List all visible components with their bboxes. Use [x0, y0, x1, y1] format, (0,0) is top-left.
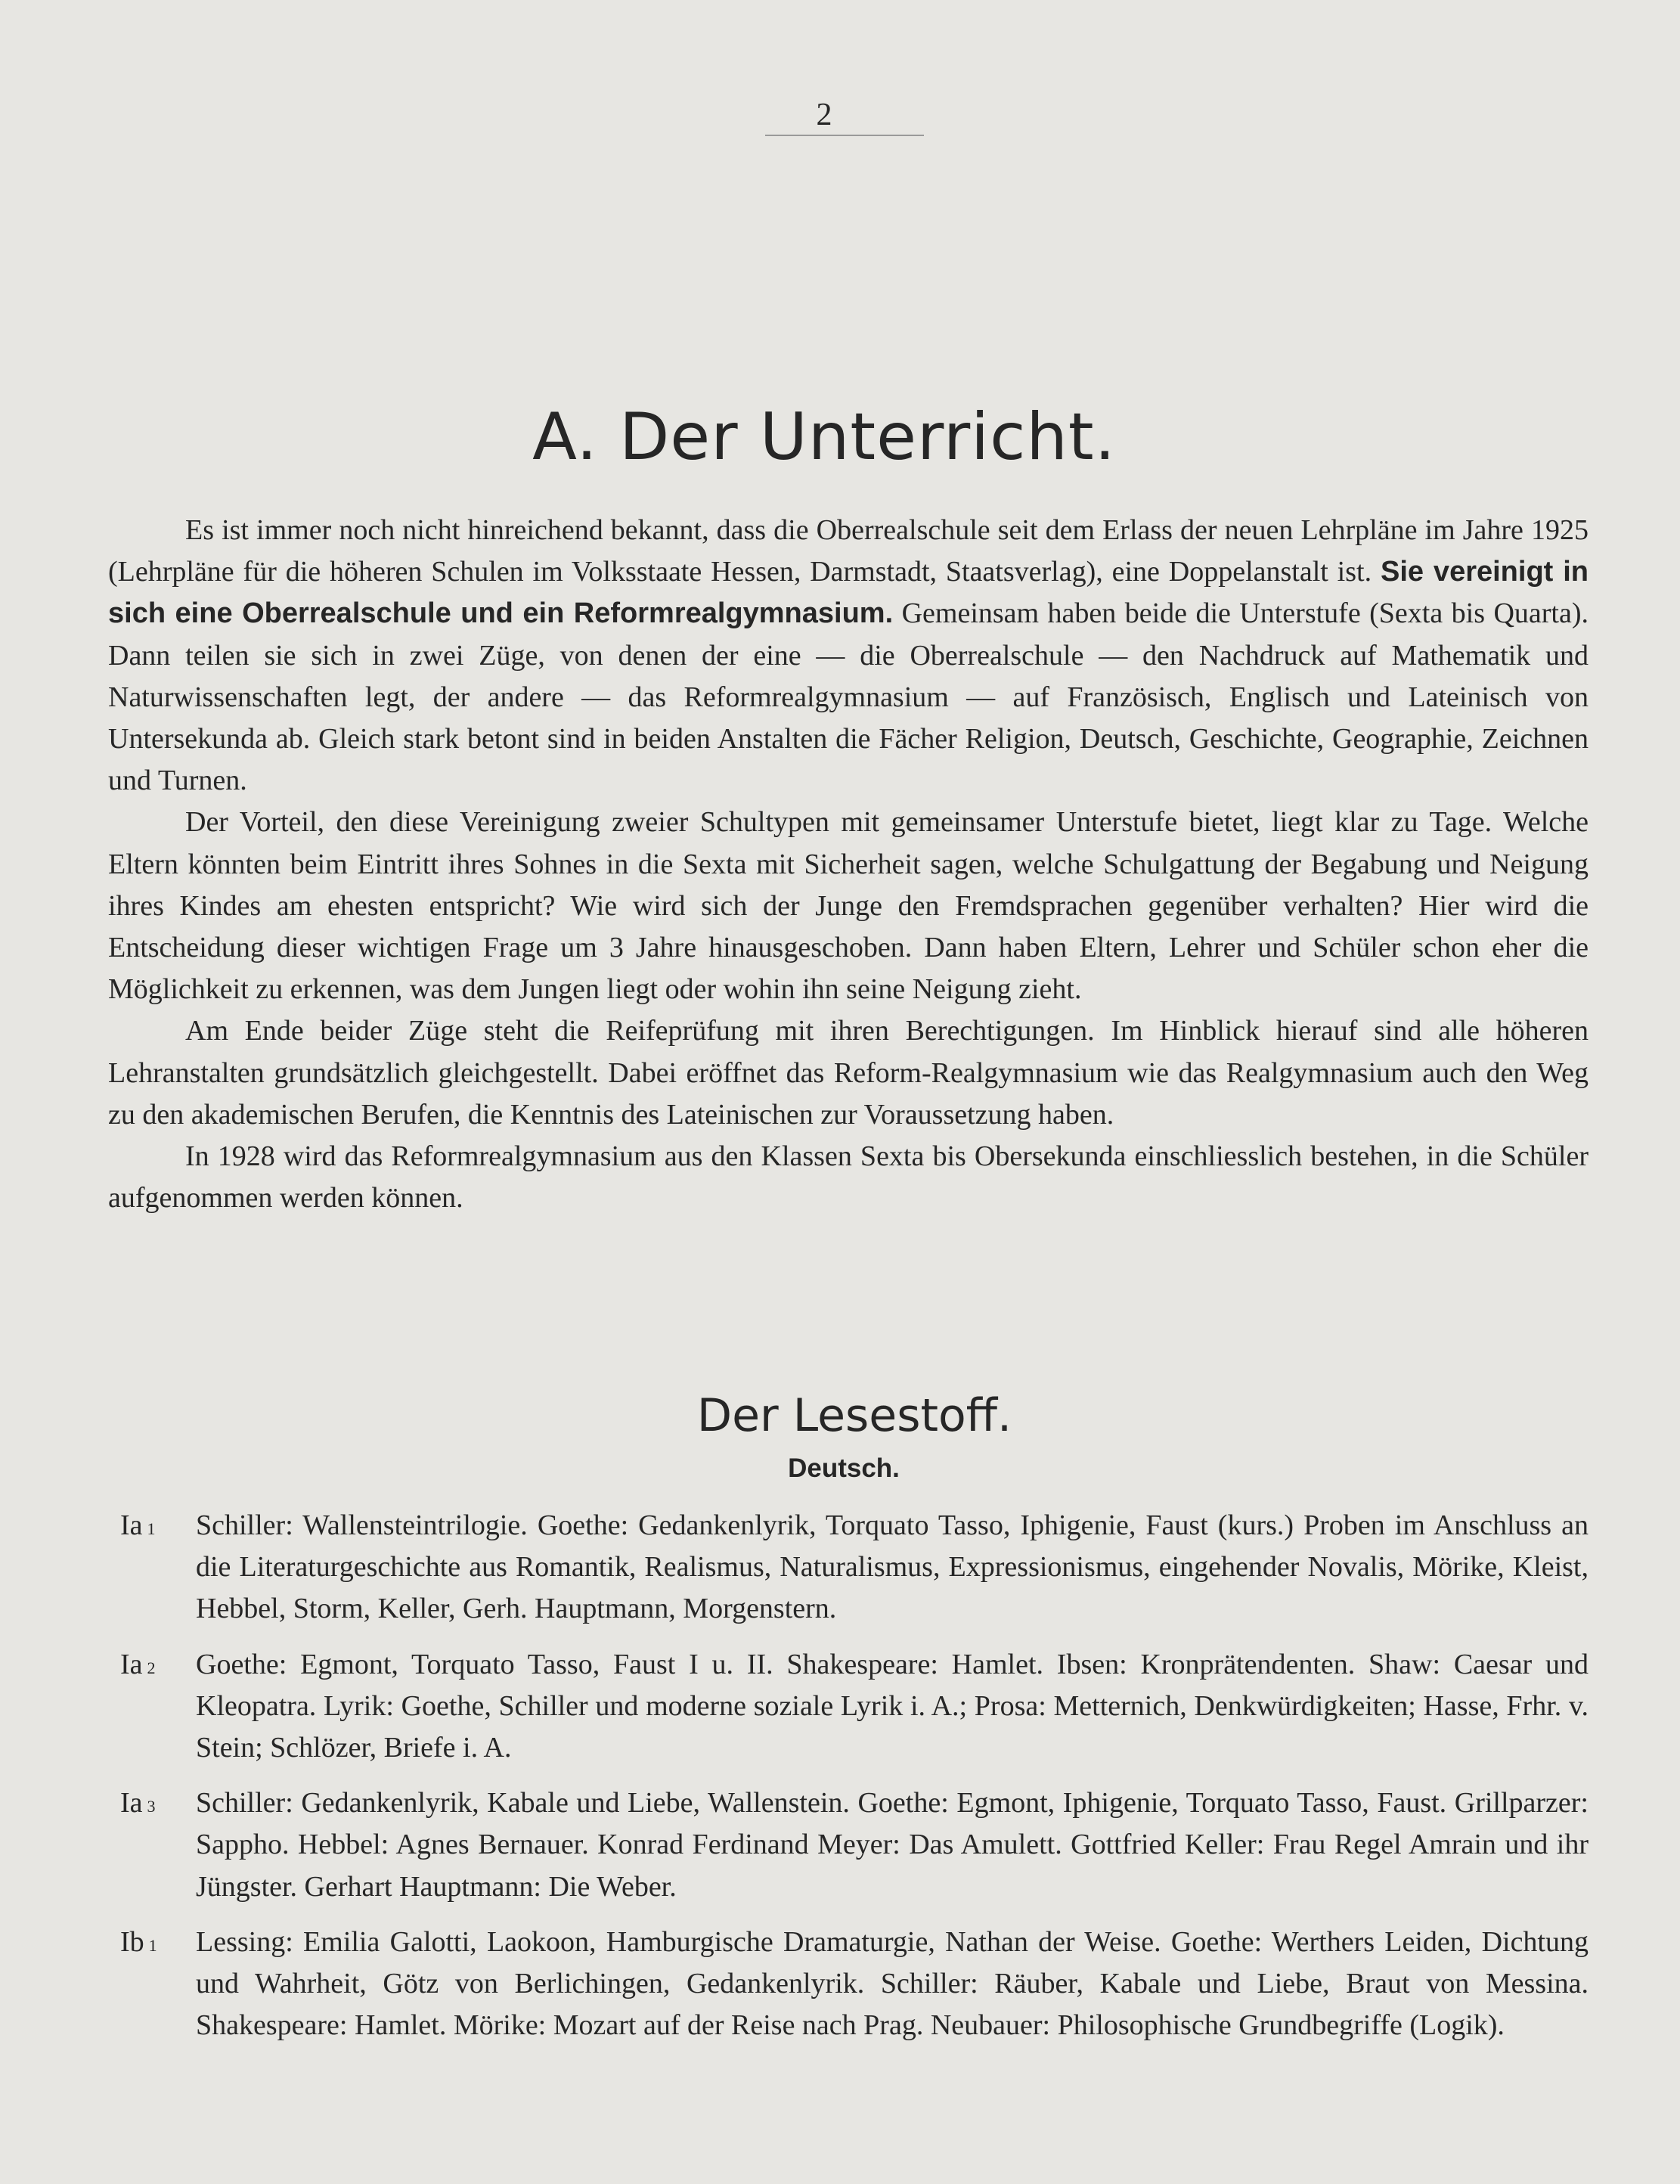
class-label-main: Ib: [120, 1925, 144, 1958]
intro-paragraph-2: Der Vorteil, den diese Vereinigung zweier Schultypen mit gemeinsamer Unterstufe bietet, liegt klar zu Tage. Welche Eltern könnten beim Eintritt ihres Sohnes in die Sexta mit Sicherheit sagen, welche Schulgattung der Begabung und Neigung ihres Kindes am ehesten entspricht? Wie wird sich der Junge den Fremdsprachen gegenüber verhalten? Hier wird die Entscheidung dieser wichtigen Frage um 3 Jahre hinausgeschoben. Dann haben Eltern, Lehrer und Schüler schon eher die Möglichkeit zu erkennen, was dem Jungen liegt oder wohin ihn seine Neigung zieht.: [108, 806, 1589, 1006]
page-number-rule: [765, 135, 924, 136]
subject-title-deutsch: Deutsch.: [788, 1453, 900, 1483]
intro-p1-text-a: Es ist immer noch nicht hinreichend bekannt, dass die Oberrealschule seit dem Erlass der neuen Lehrpläne im Jahre 1925 (Lehrpläne für die höheren Schulen im Volksstaate Hessen, Darmstadt, Staatsverlag), eine Doppelanstalt ist.: [108, 514, 1589, 588]
reading-entry: [108, 1922, 1589, 2047]
class-label: [108, 1922, 196, 1966]
class-label-sub: 3: [147, 1797, 156, 1816]
reading-entry-text: Lessing: Emilia Galotti, Laokoon, Hamburgische Dramaturgie, Nathan der Weise. Goethe: Werthers Leiden, Dichtung und Wahrheit, Götz von Berlichingen, Gedankenlyrik. Schiller: Räuber, Kabale und Liebe, Braut von Messina. Shakespeare: Hamlet. Mörike: Mozart auf der Reise nach Prag. Neubauer: Philosophische Grundbegriffe (Logik).: [196, 1925, 1589, 2042]
section-title-lesestoff: Der Lesestoff.: [696, 1389, 1012, 1442]
class-label-sub: 1: [148, 1935, 157, 1955]
class-label-main: Ia: [120, 1509, 143, 1541]
intro-paragraph-1: [108, 510, 1589, 802]
class-label: [108, 1505, 196, 1550]
class-label-sub: 2: [147, 1658, 156, 1677]
class-label-main: Ia: [120, 1648, 143, 1680]
intro-paragraph-4: In 1928 wird das Reformrealgymnasium aus den Klassen Sexta bis Obersekunda einschliesslich bestehen, in die Schüler aufgenommen werden können.: [108, 1140, 1589, 1215]
intro-text: [108, 510, 1589, 1219]
class-label: [108, 1644, 196, 1689]
reading-entry-text: Goethe: Egmont, Torquato Tasso, Faust I u. II. Shakespeare: Hamlet. Ibsen: Kronprätendenten. Shaw: Caesar und Kleopatra. Lyrik: Goethe, Schiller und moderne soziale Lyrik i. A.; Prosa: Metternich, Denkwürdigkeiten; Hasse, Frhr. v. Stein; Schlözer, Briefe i. A.: [196, 1648, 1589, 1764]
reading-list: [108, 1505, 1589, 2060]
intro-p1-bold: Sie vereinigt in sich eine Oberrealschule und ein Reformrealgymnasium.: [108, 556, 1589, 630]
reading-entry-text: Schiller: Gedankenlyrik, Kabale und Liebe, Wallenstein. Goethe: Egmont, Iphigenie, Torquato Tasso, Faust. Grillparzer: Sappho. Hebbel: Agnes Bernauer. Konrad Ferdinand Meyer: Das Amulett. Gottfried Keller: Frau Regel Amrain und ihr Jüngster. Gerhart Hauptmann: Die Weber.: [196, 1787, 1589, 1903]
reading-entry: [108, 1644, 1589, 1770]
class-label: [108, 1782, 196, 1827]
reading-entry-text: Schiller: Wallensteintrilogie. Goethe: Gedankenlyrik, Torquato Tasso, Iphigenie, Faust (kurs.) Proben im Anschluss an die Literaturgeschichte aus Romantik, Realismus, Naturalismus, Expressionismus, eingehender Novalis, Mörike, Kleist, Hebbel, Storm, Keller, Gerh. Hauptmann, Morgenstern.: [196, 1509, 1589, 1625]
reading-entry: [108, 1782, 1589, 1908]
page-number: 2: [816, 98, 832, 132]
reading-entry: [108, 1505, 1589, 1630]
main-heading: A. Der Unterricht.: [532, 399, 1116, 475]
class-label-sub: 1: [147, 1519, 156, 1538]
class-label-main: Ia: [120, 1787, 143, 1819]
intro-paragraph-3: Am Ende beider Züge steht die Reifeprüfung mit ihren Berechtigungen. Im Hinblick hierauf sind alle höheren Lehranstalten grundsätzlich gleichgestellt. Dabei eröffnet das Reform-Realgymnasium wie das Realgymnasium auch den Weg zu den akademischen Berufen, die Kenntnis des Lateinischen zur Voraussetzung haben.: [108, 1015, 1589, 1131]
intro-p1-text-b: Gemeinsam haben beide die Unterstufe (Sexta bis Quarta). Dann teilen sie sich in zwei Züge, von denen der eine — die Oberrealschule — den Nachdruck auf Mathematik und Naturwissenschaften legt, der andere — das Reformrealgymnasium — auf Französisch, Englisch und Lateinisch von Untersekunda ab. Gleich stark betont sind in beiden Anstalten die Fächer Religion, Deutsch, Geschichte, Geographie, Zeichnen und Turnen.: [108, 597, 1589, 797]
